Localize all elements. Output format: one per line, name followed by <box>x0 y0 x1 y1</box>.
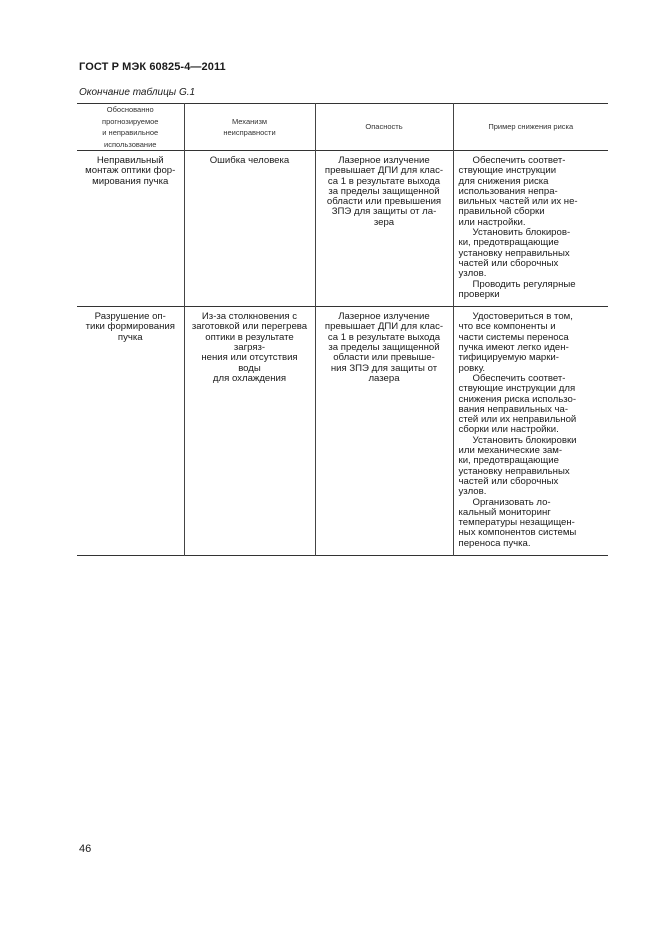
mitigation-paragraph: Удостовериться в том, что все компоненты и части системы переноса пучка имеют легко иден- тифицируемую марки- ровку. <box>458 311 573 374</box>
mitigation-paragraph: Установить блокиров- ки, предотвращающие установку неправильных частей или сборочных узлов. <box>458 227 571 280</box>
mitigation-paragraph: Проводить регулярные проверки <box>458 278 576 300</box>
table-header-row <box>77 104 608 151</box>
hazard-text: Лазерное излучение превышает ДПИ для клас- са 1 в результате выхода за пределы защищенной области или превыше- ния ЗПЭ для защиты от лазера <box>324 311 444 384</box>
page-number: 46 <box>79 843 92 855</box>
mitigation-paragraph: Установить блокировки или механические зам- ки, предотвращающие установку неправильных частей или сборочных узлов. <box>458 434 577 498</box>
cell-mitigation <box>453 307 608 556</box>
mitigation-paragraph: Организовать ло- кальный мониторинг температуры незащищен- ных компонентов системы переноса пучка. <box>458 496 577 549</box>
misuse-text: Неправильный монтаж оптики фор- мирования пучка <box>85 155 176 187</box>
header-hazard: Опасность <box>315 104 453 151</box>
header-mitigation: Пример снижения риска <box>453 104 608 151</box>
cell-mechanism <box>184 307 315 556</box>
mechanism-text: Ошибка человека <box>209 155 290 166</box>
header-mechanism: Механизм неисправности <box>184 104 315 151</box>
standard-header: ГОСТ Р МЭК 60825-4—2011 <box>79 61 226 73</box>
mechanism-text: Из-за столкновения с заготовкой или перегрева оптики в результате загряз- нения или отсутствия воды для охлаждения <box>191 311 308 384</box>
table-caption: Окончание таблицы G.1 <box>79 87 196 98</box>
header-misuse: Обоснованно прогнозируемое и неправильное использование <box>77 104 184 151</box>
mitigation-paragraph: Обеспечить соответ- ствующие инструкции для снижения риска использования непра- вильных частей или их не- правильной сборки или настройки. <box>458 155 578 228</box>
cell-misuse <box>77 151 184 307</box>
table-row <box>77 151 608 307</box>
misuse-text: Разрушение оп- тики формирования пучка <box>85 311 175 343</box>
table-row <box>77 307 608 556</box>
mitigation-paragraph: Обеспечить соответ- ствующие инструкции для снижения риска использо- вания неправильных ча- стей или их неправильной сборки или настройки. <box>458 372 577 436</box>
cell-mechanism <box>184 151 315 307</box>
risk-table <box>77 103 608 556</box>
hazard-text: Лазерное излучение превышает ДПИ для клас- са 1 в результате выхода за пределы защищенной области или превышения ЗПЭ для защиты от ла- зера <box>324 155 444 228</box>
cell-hazard <box>315 151 453 307</box>
cell-hazard <box>315 307 453 556</box>
cell-misuse <box>77 307 184 556</box>
cell-mitigation <box>453 151 608 307</box>
